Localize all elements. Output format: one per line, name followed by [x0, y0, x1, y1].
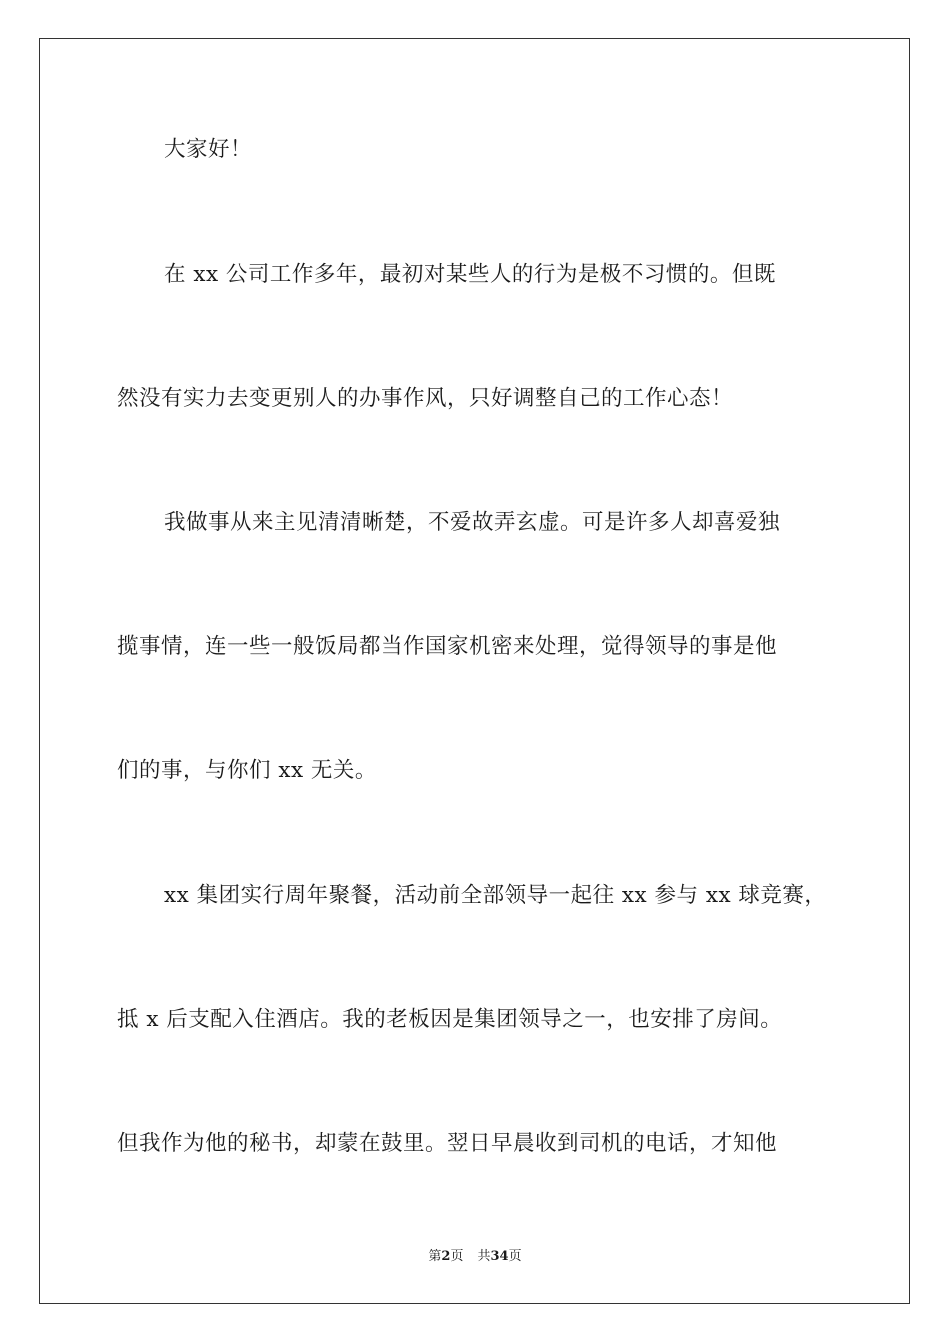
paragraph-3-line-3: 但我作为他的秘书，却蒙在鼓里。翌日早晨收到司机的电话，才知他	[117, 1131, 778, 1156]
paragraph-3-line-2: 抵 x 后支配入住酒店。我的老板因是集团领导之一，也安排了房间。	[117, 1007, 783, 1032]
total-pages: 34	[490, 1249, 509, 1264]
paragraph-2-line-1: 我做事从来主见清清晰楚，不爱故弄玄虚。可是许多人却喜爱独	[164, 510, 781, 535]
page-border	[39, 38, 910, 1304]
greeting-line: 大家好！	[164, 137, 253, 162]
page-number: 2	[441, 1249, 451, 1264]
paragraph-2-line-3: 们的事，与你们 xx 无关。	[117, 758, 377, 783]
paragraph-1-line-2: 然没有实力去变更别人的办事作风，只好调整自己的工作心态！	[117, 386, 734, 411]
page-footer	[0, 1248, 950, 1266]
paragraph-2-line-2: 揽事情，连一些一般饭局都当作国家机密来处理，觉得领导的事是他	[117, 634, 778, 659]
page-prefix: 第	[428, 1249, 442, 1264]
total-prefix: 共	[477, 1249, 491, 1264]
paragraph-3-line-1: xx 集团实行周年聚餐，活动前全部领导一起往 xx 参与 xx 球竞赛，	[164, 883, 827, 908]
paragraph-1-line-1: 在 xx 公司工作多年，最初对某些人的行为是极不习惯的。但既	[164, 262, 776, 287]
page-suffix: 页	[450, 1249, 464, 1264]
total-suffix: 页	[508, 1249, 522, 1264]
